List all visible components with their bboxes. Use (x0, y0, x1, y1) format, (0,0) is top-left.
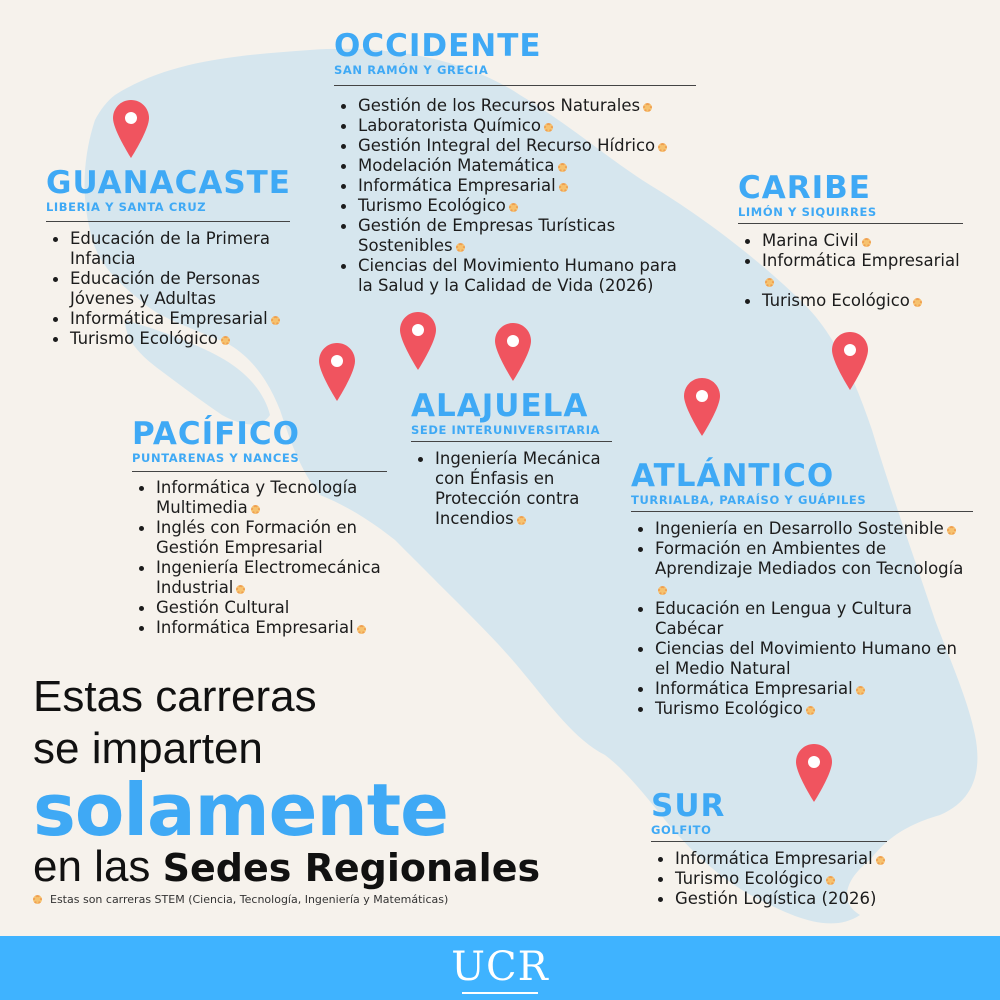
headline-line-2: se imparten (33, 724, 263, 773)
gear-icon (806, 706, 815, 715)
program-list (631, 519, 973, 719)
headline-line-4-prefix: en las (33, 842, 163, 891)
program-item (132, 558, 387, 598)
region-title: GUANACASTE (46, 165, 291, 201)
program-name: Ingeniería Electromecánica Industrial (156, 558, 381, 597)
gear-icon (357, 625, 366, 634)
footnote-text: Estas son carreras STEM (Ciencia, Tecnología, Ingeniería y Matemáticas) (50, 893, 449, 906)
divider (631, 511, 973, 512)
gear-icon (765, 278, 774, 287)
region-subtitle: SAN RAMÓN Y GRECIA (334, 63, 489, 77)
program-item (651, 849, 887, 869)
map-pin-icon (400, 312, 436, 370)
gear-icon (221, 336, 230, 345)
divider (738, 223, 963, 224)
headline (33, 672, 540, 893)
program-item (738, 291, 963, 311)
region-subtitle: GOLFITO (651, 823, 712, 837)
program-name: Informática y Tecnología Multimedia (156, 478, 358, 517)
gear-icon (544, 123, 553, 132)
program-name: Informática Empresarial (358, 176, 556, 195)
program-item (334, 176, 696, 196)
divider (411, 441, 612, 442)
region-title: ATLÁNTICO (631, 458, 835, 494)
region-alajuela (411, 389, 612, 529)
program-name: Ciencias del Movimiento Humano en el Medio Natural (655, 639, 957, 678)
gear-icon (876, 856, 885, 865)
gear-icon (658, 143, 667, 152)
gear-icon (658, 586, 667, 595)
gear-icon (643, 103, 652, 112)
program-item (631, 699, 973, 719)
divider (334, 85, 696, 86)
region-title: ALAJUELA (411, 388, 589, 424)
region-subtitle: LIBERIA Y SANTA CRUZ (46, 200, 207, 214)
program-name: Ingeniería en Desarrollo Sostenible (655, 519, 944, 538)
program-item (46, 269, 290, 309)
region-occidente (334, 29, 696, 296)
program-name: Marina Civil (762, 231, 859, 250)
map-pin-icon (113, 100, 149, 158)
divider (651, 841, 887, 842)
program-name: Informática Empresarial (655, 679, 853, 698)
headline-line-1: Estas carreras (33, 672, 317, 721)
gear-icon (947, 526, 956, 535)
region-title: SUR (651, 788, 726, 824)
program-item (132, 598, 387, 618)
gear-icon (826, 876, 835, 885)
stem-footnote (33, 893, 448, 906)
program-name: Educación en Lengua y Cultura Cabécar (655, 599, 913, 638)
program-item (334, 156, 696, 176)
map-pin-icon (832, 332, 868, 390)
program-list (738, 231, 963, 311)
gear-icon (558, 163, 567, 172)
gear-icon (456, 243, 465, 252)
program-list (651, 849, 887, 909)
program-item (334, 116, 696, 136)
gear-icon (236, 585, 245, 594)
program-item (631, 639, 973, 679)
program-item (46, 229, 290, 269)
region-atlantico (631, 459, 973, 719)
program-item (132, 618, 387, 638)
program-name: Informática Empresarial (70, 309, 268, 328)
region-subtitle: SEDE INTERUNIVERSITARIA (411, 423, 601, 437)
gear-icon (862, 238, 871, 247)
gear-icon (856, 686, 865, 695)
program-item (132, 518, 387, 558)
map-pin-icon (684, 378, 720, 436)
program-name: Informática Empresarial (762, 251, 960, 270)
program-name: Turismo Ecológico (70, 329, 218, 348)
region-title: OCCIDENTE (334, 28, 542, 64)
program-name: Ingeniería Mecánica con Énfasis en Protección contra Incendios (435, 449, 601, 528)
program-list (46, 229, 290, 349)
headline-line-4-strong: Sedes Regionales (162, 846, 541, 890)
map-pin-icon (495, 323, 531, 381)
gear-icon (517, 516, 526, 525)
region-pacifico (132, 417, 387, 638)
region-guanacaste (46, 166, 290, 349)
program-item (631, 519, 973, 539)
region-caribe (738, 171, 963, 311)
gear-icon (509, 203, 518, 212)
region-subtitle: TURRIALBA, PARAÍSO Y GUÁPILES (631, 493, 867, 507)
region-subtitle: LIMÓN Y SIQUIRRES (738, 205, 877, 219)
gear-icon (913, 298, 922, 307)
program-item (631, 679, 973, 699)
gear-icon (271, 316, 280, 325)
program-list (411, 449, 612, 529)
program-item (411, 449, 612, 529)
program-item (334, 96, 696, 116)
program-name: Informática Empresarial (675, 849, 873, 868)
program-list (334, 96, 696, 296)
region-title: PACÍFICO (132, 416, 300, 452)
gear-icon (251, 505, 260, 514)
program-name: Informática Empresarial (156, 618, 354, 637)
program-name: Turismo Ecológico (762, 291, 910, 310)
program-item (132, 478, 387, 518)
program-name: Laboratorista Químico (358, 116, 541, 135)
program-name: Gestión de los Recursos Naturales (358, 96, 641, 115)
program-item (334, 216, 696, 256)
logo-underline (462, 992, 538, 994)
program-list (132, 478, 387, 638)
gear-icon (33, 895, 42, 904)
program-item (334, 136, 696, 156)
region-subtitle: PUNTARENAS Y NANCES (132, 451, 300, 465)
region-title: CARIBE (738, 170, 871, 206)
program-item (46, 329, 290, 349)
program-name: Formación en Ambientes de Aprendizaje Mediados con Tecnología (655, 539, 964, 578)
program-item (334, 196, 696, 216)
program-item (651, 869, 887, 889)
headline-line-4 (33, 842, 540, 893)
program-name: Turismo Ecológico (655, 699, 803, 718)
program-name: Inglés con Formación en Gestión Empresarial (156, 518, 357, 557)
program-item (46, 309, 290, 329)
program-name: Gestión de Empresas Turísticas Sostenibles (358, 216, 616, 255)
program-item (738, 231, 963, 251)
headline-emphasis: solamente (33, 768, 448, 852)
program-name: Gestión Cultural (156, 598, 290, 617)
divider (132, 471, 387, 472)
footer-bar (0, 936, 1000, 1000)
ucr-logo: UCR (451, 944, 549, 990)
program-item (631, 539, 973, 599)
program-name: Educación de la Primera Infancia (70, 229, 270, 268)
program-name: Turismo Ecológico (675, 869, 823, 888)
program-item (651, 889, 887, 909)
region-sur (651, 789, 887, 909)
map-pin-icon (319, 343, 355, 401)
program-name: Gestión Integral del Recurso Hídrico (358, 136, 656, 155)
program-item (738, 251, 963, 291)
program-name: Ciencias del Movimiento Humano para la Salud y la Calidad de Vida (2026) (358, 256, 677, 295)
gear-icon (559, 183, 568, 192)
program-item (334, 256, 696, 296)
program-item (631, 599, 973, 639)
program-name: Educación de Personas Jóvenes y Adultas (70, 269, 261, 308)
program-name: Modelación Matemática (358, 156, 555, 175)
program-name: Gestión Logística (2026) (675, 889, 877, 908)
program-name: Turismo Ecológico (358, 196, 506, 215)
divider (46, 221, 290, 222)
